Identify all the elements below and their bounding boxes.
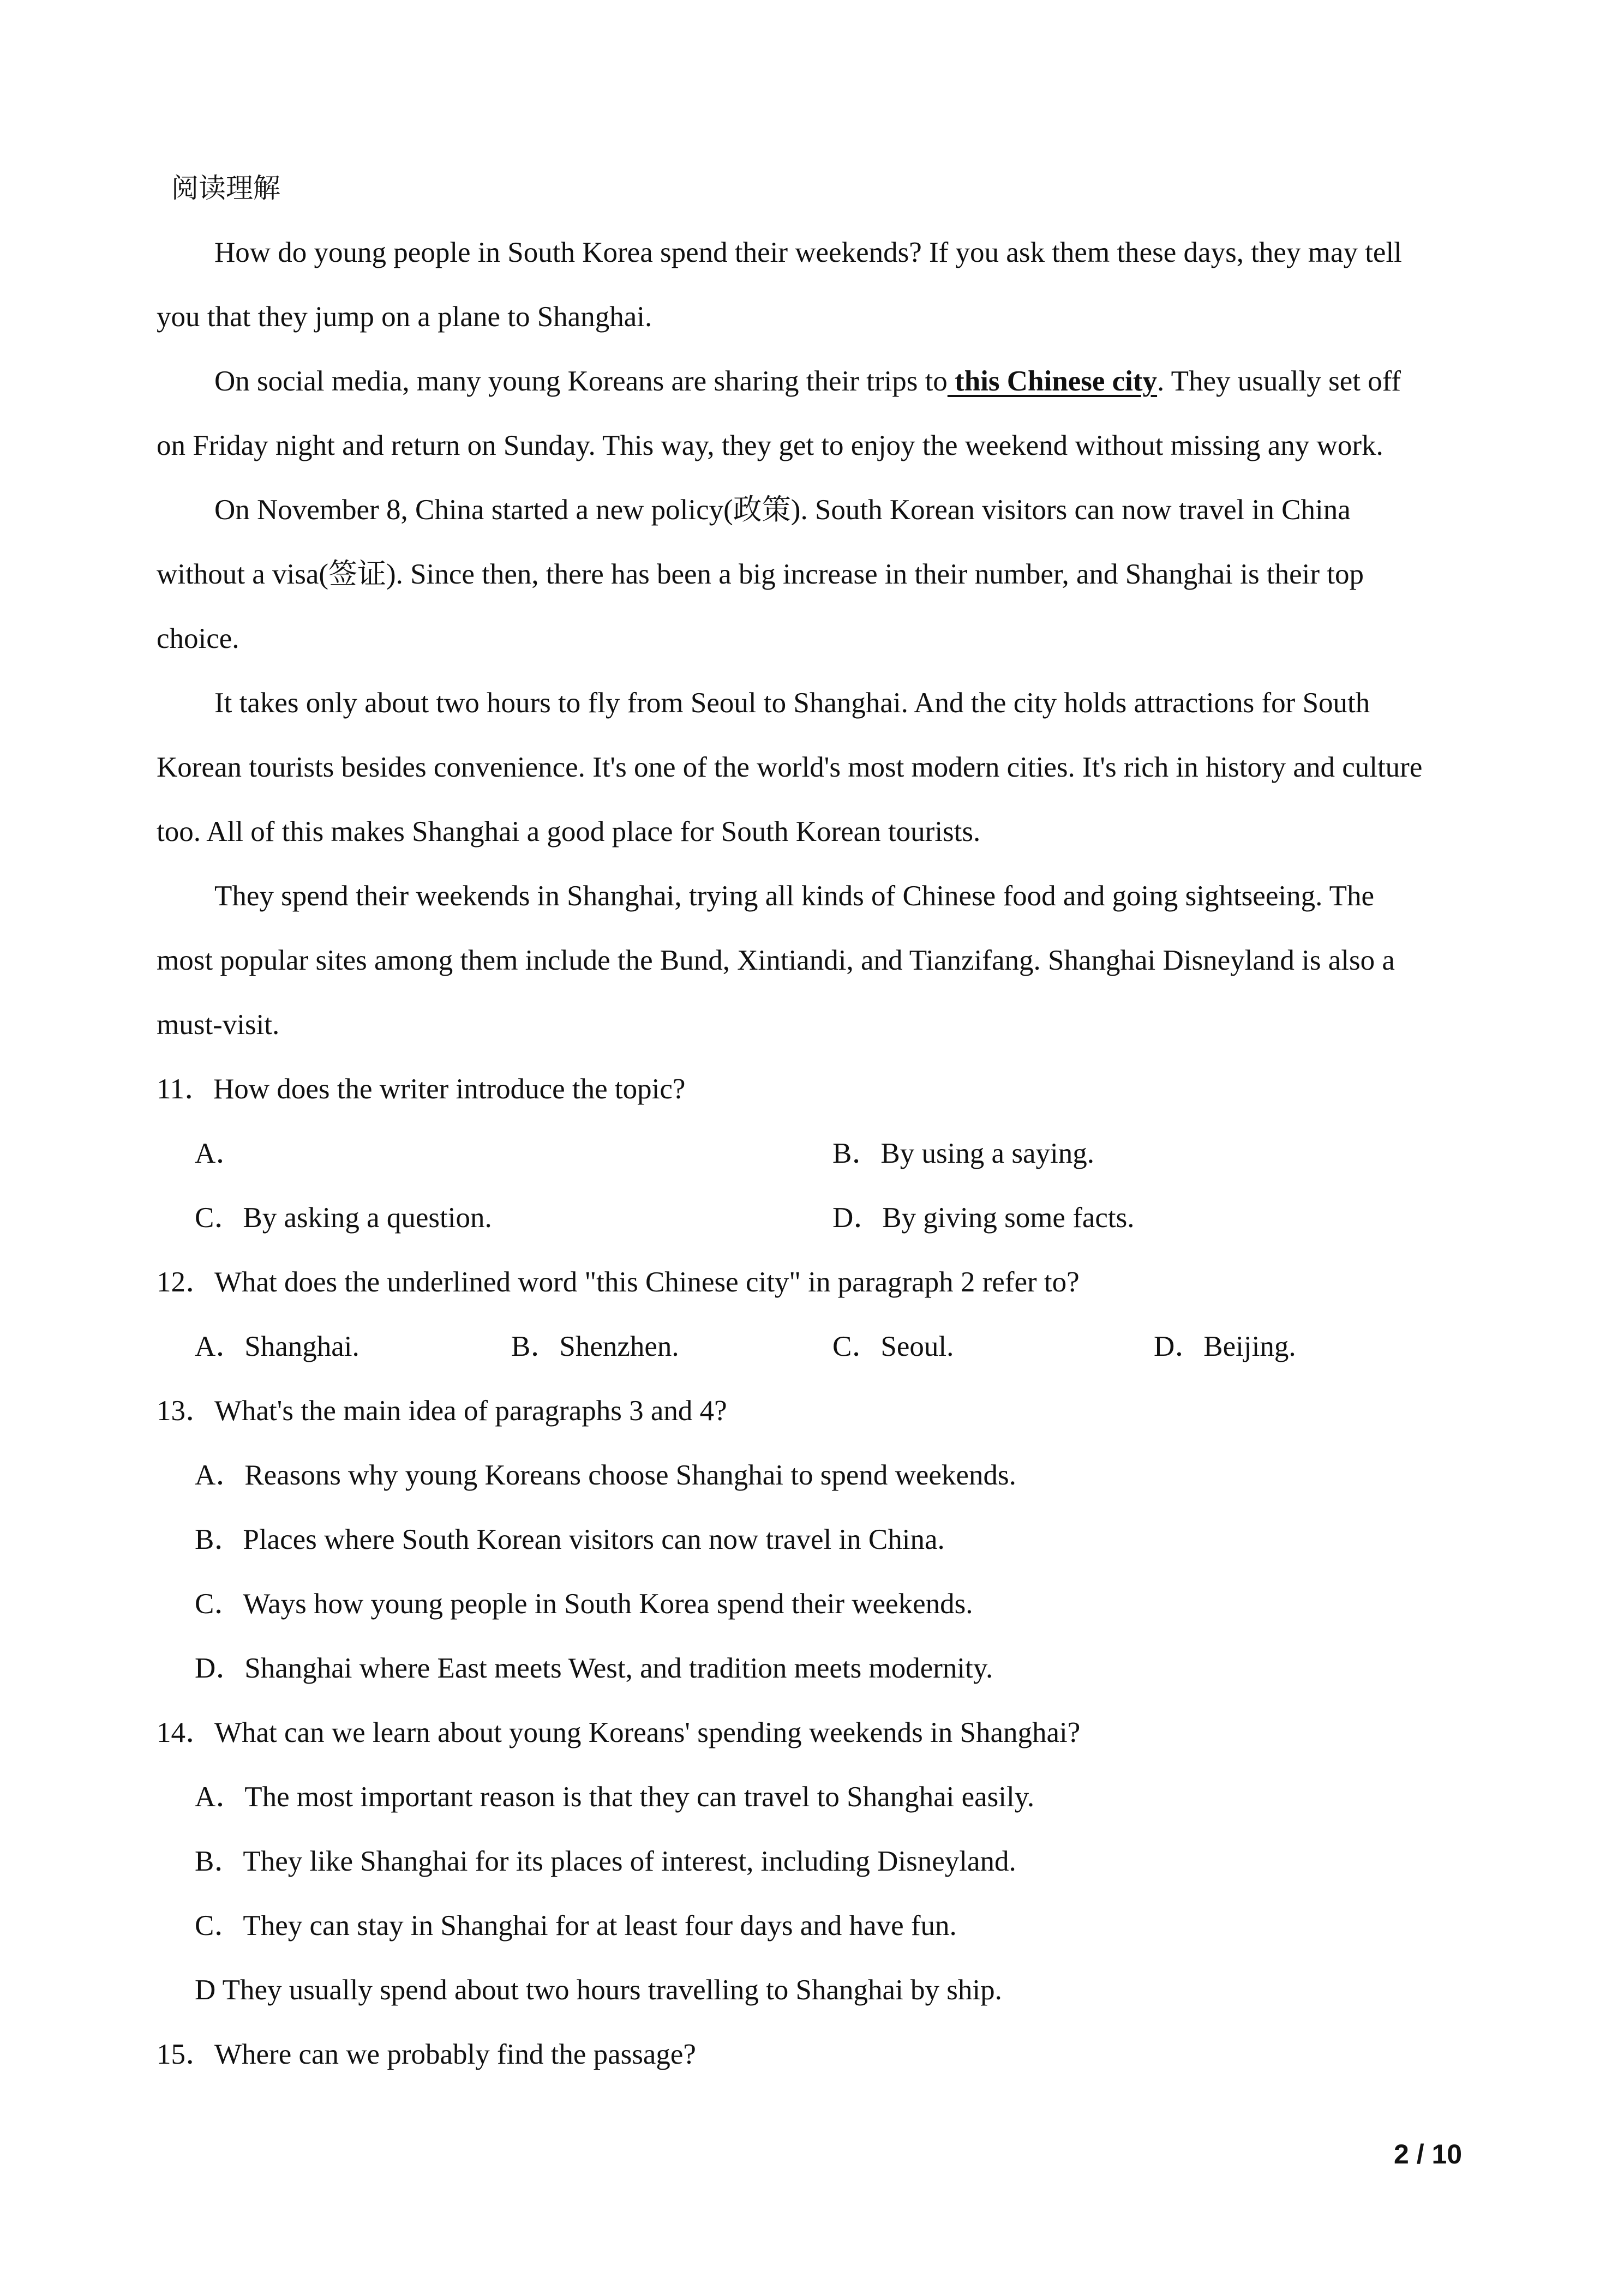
question-14-option-a[interactable]: A．The most important reason is that they can travel to Shanghai easily. bbox=[195, 1781, 1035, 1813]
question-12-stem: 12．What does the underlined word "this Chinese city" in paragraph 2 refer to? bbox=[157, 1266, 1080, 1298]
passage-p5-line-1: They spend their weekends in Shanghai, trying all kinds of Chinese food and going sightseeing. The bbox=[214, 880, 1375, 912]
question-12-option-c[interactable]: C．Seoul. bbox=[832, 1331, 954, 1362]
passage-p3-line-1: On November 8, China started a new policy(政策). South Korean visitors can now travel in China bbox=[214, 494, 1351, 526]
underlined-phrase: this Chinese city bbox=[947, 365, 1158, 397]
question-13-option-d[interactable]: D．Shanghai where East meets West, and tradition meets modernity. bbox=[195, 1652, 993, 1684]
question-12-option-a[interactable]: A．Shanghai. bbox=[195, 1331, 359, 1362]
passage-p2-text: On social media, many young Koreans are sharing their trips to bbox=[214, 365, 948, 397]
question-13-stem: 13．What's the main idea of paragraphs 3 and 4? bbox=[157, 1395, 727, 1427]
passage-p5-line-3: must-visit. bbox=[157, 1009, 280, 1041]
question-11-option-a[interactable]: A． bbox=[195, 1138, 245, 1169]
passage-p4-line-3: too. All of this makes Shanghai a good place for South Korean tourists. bbox=[157, 816, 981, 848]
passage-p2-text-after: . They usually set off bbox=[1157, 365, 1401, 397]
passage-p4-line-2: Korean tourists besides convenience. It's one of the world's most modern cities. It's rich in history and culture bbox=[157, 752, 1423, 783]
passage-p5-line-2: most popular sites among them include the Bund, Xintiandi, and Tianzifang. Shanghai Disneyland is also a bbox=[157, 945, 1395, 976]
passage-p1-line-1: How do young people in South Korea spend their weekends? If you ask them these days, they may tell bbox=[214, 237, 1402, 268]
passage-p2-line-2: on Friday night and return on Sunday. This way, they get to enjoy the weekend without missing any work. bbox=[157, 430, 1383, 461]
question-12-option-b[interactable]: B．Shenzhen. bbox=[511, 1331, 679, 1362]
question-11-option-b[interactable]: B．By using a saying. bbox=[832, 1138, 1094, 1169]
question-11-stem: 11．How does the writer introduce the topic? bbox=[157, 1073, 686, 1105]
question-14-option-c[interactable]: C．They can stay in Shanghai for at least four days and have fun. bbox=[195, 1910, 957, 1942]
passage-p3-line-3: choice. bbox=[157, 623, 239, 654]
question-12-option-d[interactable]: D．Beijing. bbox=[1154, 1331, 1296, 1362]
question-14-stem: 14．What can we learn about young Koreans' spending weekends in Shanghai? bbox=[157, 1717, 1081, 1748]
passage-p2-line-1 bbox=[214, 362, 1401, 400]
passage-p1-line-2: you that they jump on a plane to Shanghai. bbox=[157, 301, 652, 333]
page-number: 2 / 10 bbox=[1394, 2139, 1463, 2169]
section-title: 阅读理解 bbox=[171, 172, 280, 204]
question-13-option-a[interactable]: A．Reasons why young Koreans choose Shanghai to spend weekends. bbox=[195, 1459, 1016, 1491]
question-11-option-d[interactable]: D．By giving some facts. bbox=[832, 1202, 1135, 1234]
question-14-option-b[interactable]: B．They like Shanghai for its places of interest, including Disneyland. bbox=[195, 1846, 1016, 1877]
question-13-option-c[interactable]: C．Ways how young people in South Korea spend their weekends. bbox=[195, 1588, 973, 1620]
question-13-option-b[interactable]: B．Places where South Korean visitors can now travel in China. bbox=[195, 1524, 945, 1555]
question-15-stem: 15．Where can we probably find the passage? bbox=[157, 2039, 696, 2070]
passage-p3-line-2: without a visa(签证). Since then, there has been a big increase in their number, and Shanghai is their top bbox=[157, 558, 1364, 590]
question-11-option-c[interactable]: C．By asking a question. bbox=[195, 1202, 492, 1234]
question-14-option-d[interactable]: D They usually spend about two hours travelling to Shanghai by ship. bbox=[195, 1974, 1002, 2006]
passage-p4-line-1: It takes only about two hours to fly from Seoul to Shanghai. And the city holds attractions for South bbox=[214, 687, 1370, 719]
